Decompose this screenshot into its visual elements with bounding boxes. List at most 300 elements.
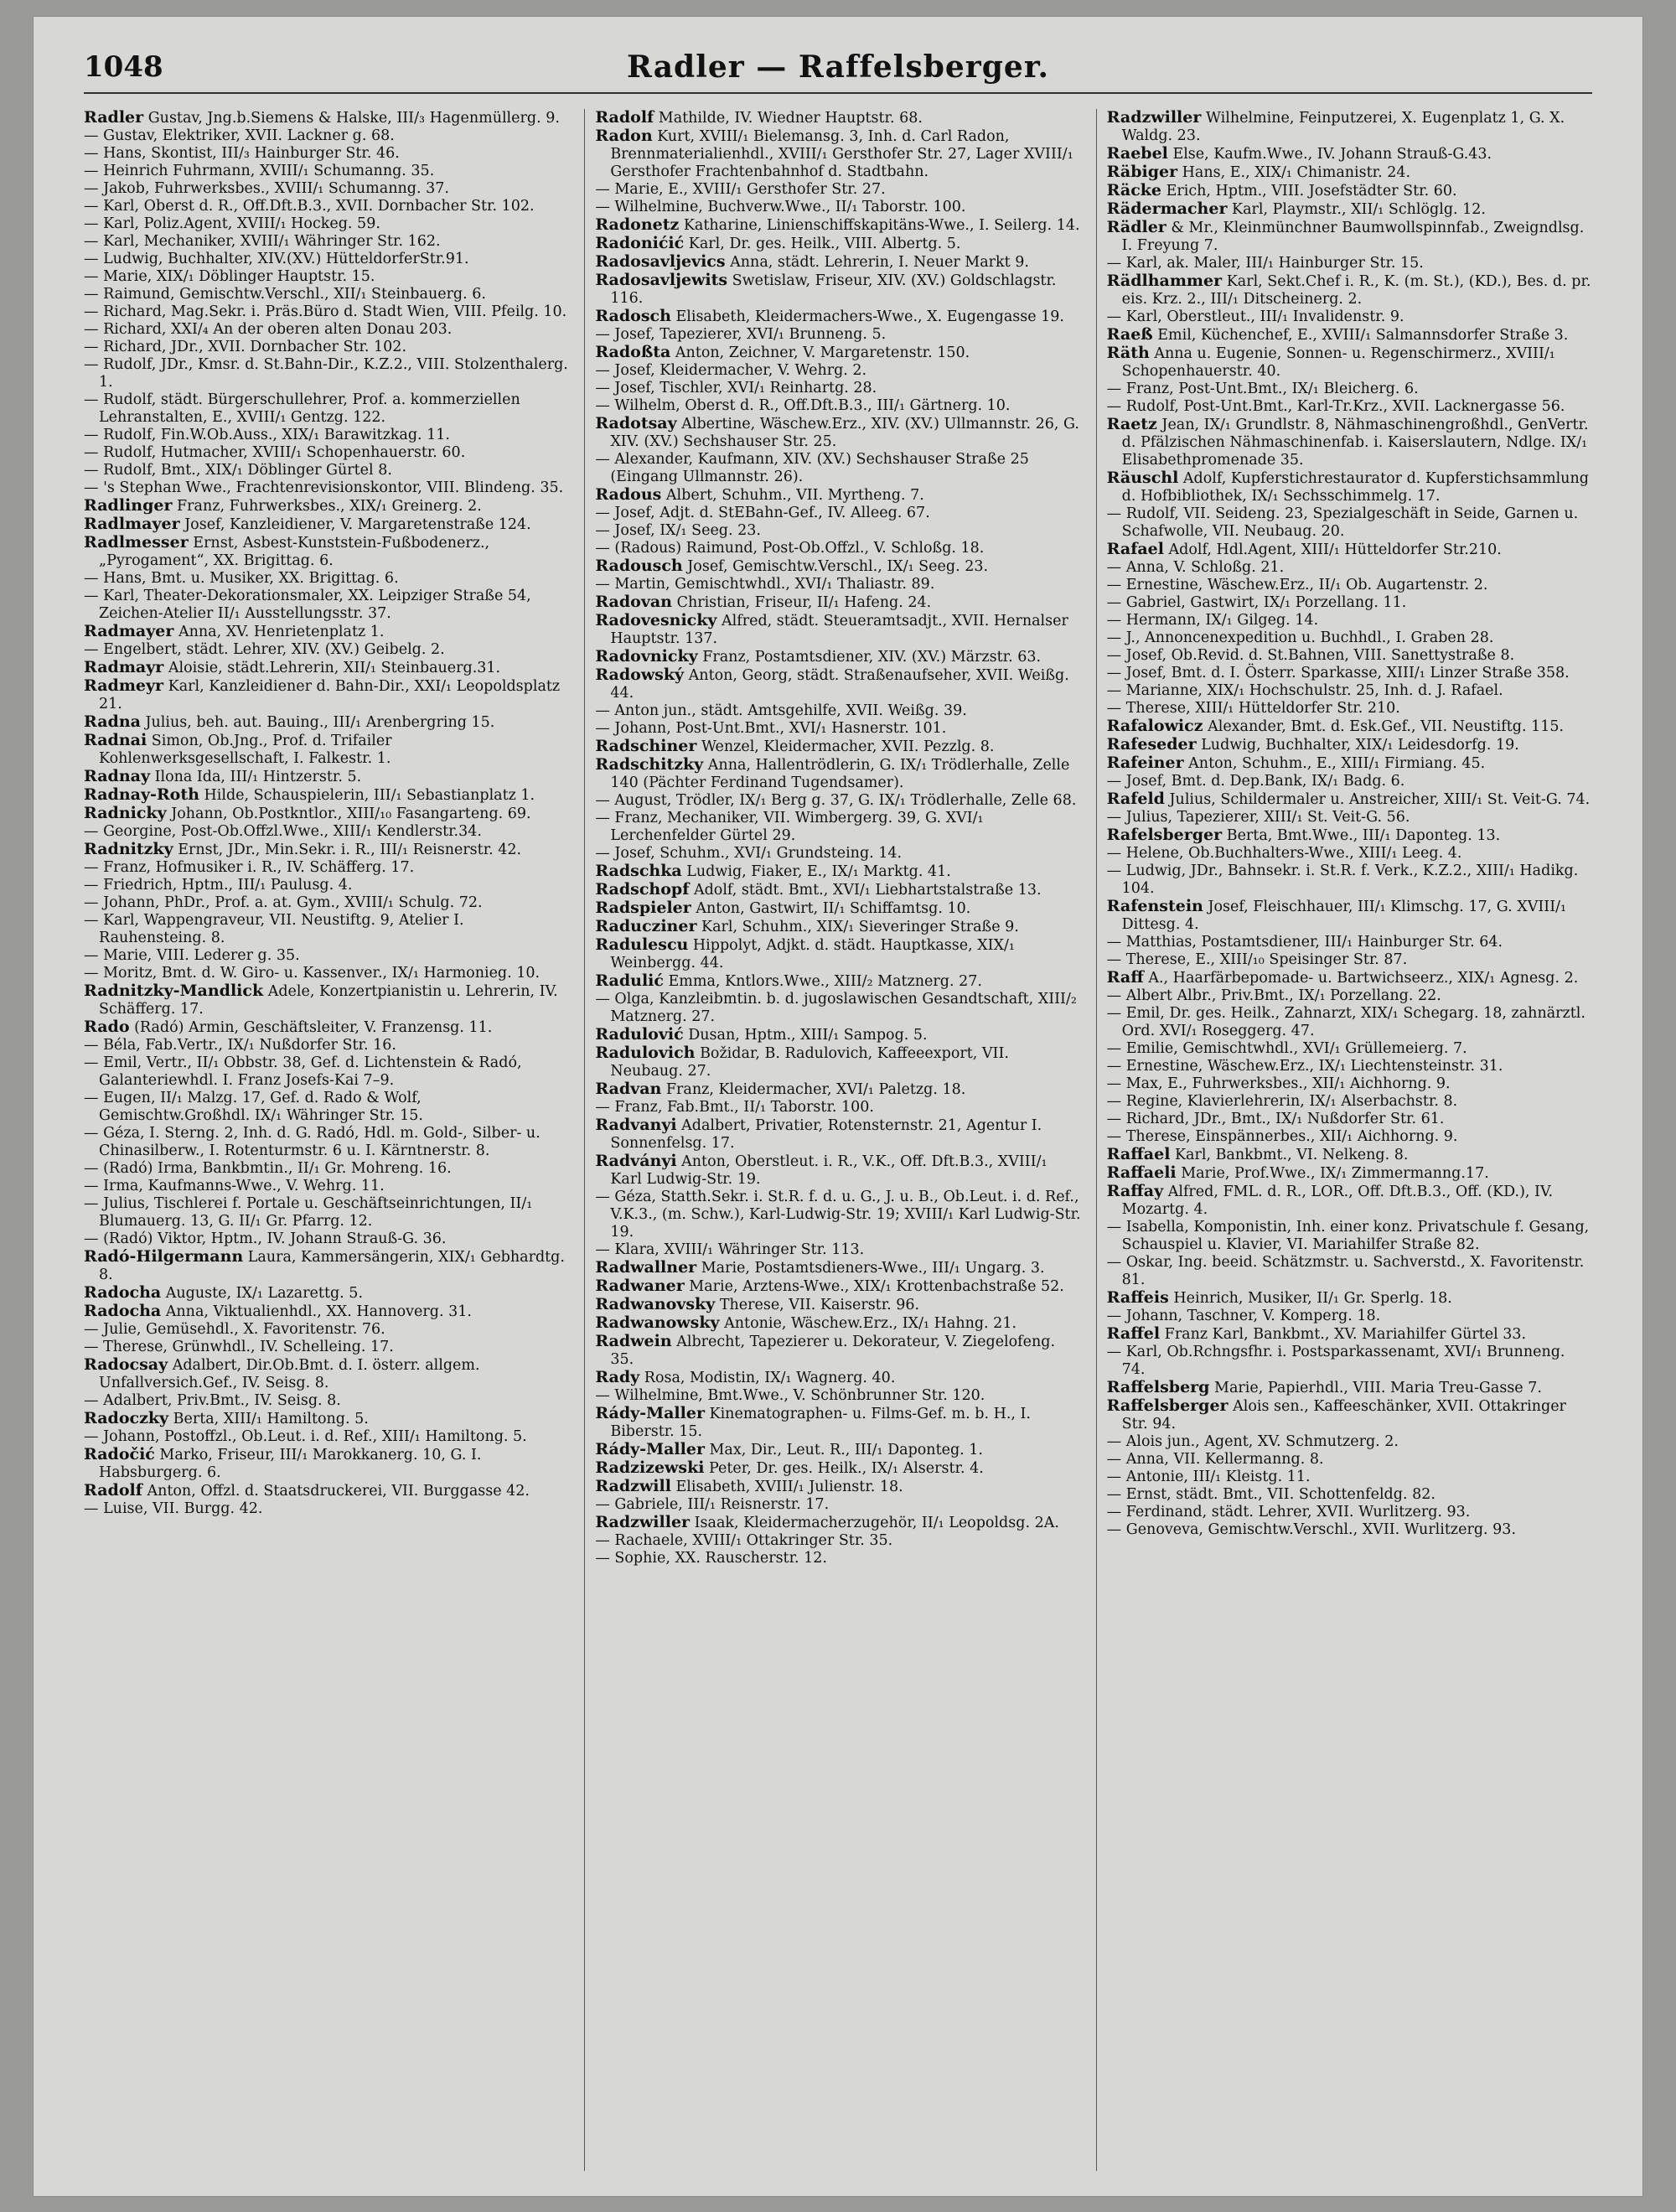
entry-text: — Wilhelmine, Buchverw.Wwe., II/₁ Taborstr. 100. bbox=[595, 199, 966, 215]
entry-text: Therese, VII. Kaiserstr. 96. bbox=[715, 1297, 920, 1313]
entry-text: Antonie, Wäschew.Erz., IX/₁ Hahng. 21. bbox=[719, 1315, 1017, 1332]
entry-text: — Raimund, Gemischtw.Verschl., XII/₁ Steinbauerg. 6. bbox=[84, 286, 486, 303]
entry-text: — Ernestine, Wäschew.Erz., II/₁ Ob. Augartenstr. 2. bbox=[1106, 577, 1488, 593]
entry-surname: Raffaeli bbox=[1106, 1163, 1177, 1182]
entry-surname: Räuschl bbox=[1106, 469, 1179, 487]
directory-entry bbox=[84, 805, 569, 823]
entry-surname: Radwanowsky bbox=[595, 1313, 720, 1332]
entry-surname: Radzwiller bbox=[595, 1513, 691, 1531]
entry-text: Else, Kaufm.Wwe., IV. Johann Strauß-G.43. bbox=[1167, 146, 1492, 163]
directory-entry bbox=[595, 181, 1080, 199]
directory-entry bbox=[1107, 754, 1592, 773]
directory-entry bbox=[1107, 682, 1592, 700]
directory-entry bbox=[1107, 1451, 1592, 1469]
entry-text: — Georgine, Post-Ob.Offzl.Wwe., XIII/₁ Kendlerstr.34. bbox=[84, 823, 482, 840]
entry-text: — Luise, VII. Burgg. 42. bbox=[84, 1500, 263, 1517]
directory-entry bbox=[1107, 505, 1592, 541]
entry-text: — Richard, XXI/₄ An der oberen alten Donau 203. bbox=[84, 321, 453, 338]
entry-text: Adolf, städt. Bmt., XVI/₁ Liebhartstalstraße 13. bbox=[689, 882, 1042, 899]
entry-text: Anna, Viktualienhdl., XX. Hannoverg. 31. bbox=[161, 1303, 472, 1320]
entry-text: — Genoveva, Gemischtw.Verschl., XVII. Wurlitzerg. 93. bbox=[1106, 1521, 1517, 1538]
entry-text: Wilhelmine, Feinputzerei, X. Eugenplatz 1, G. X. Waldg. 23. bbox=[1121, 110, 1565, 144]
directory-entry bbox=[1107, 700, 1592, 717]
entry-text: — Franz, Fab.Bmt., II/₁ Taborstr. 100. bbox=[595, 1099, 874, 1116]
entry-text: — Josef, Adjt. d. StEBahn-Gef., IV. Alleeg. 67. bbox=[595, 505, 930, 521]
entry-text: — Oskar, Ing. beeid. Schätzmstr. u. Sachverstd., X. Favoritenstr. 81. bbox=[1106, 1254, 1585, 1288]
entry-text: Hippolyt, Adjkt. d. städt. Hauptkasse, XIX/₁ Weinbergg. 44. bbox=[610, 937, 1015, 971]
entry-surname: Räbiger bbox=[1106, 163, 1178, 181]
entry-text: Karl, Schuhm., XIX/₁ Sieveringer Straße 9. bbox=[696, 919, 1019, 935]
directory-entry bbox=[1107, 145, 1592, 163]
entry-text: — Emil, Vertr., II/₁ Obbstr. 38, Gef. d. Lichtenstein & Radó, Galanteriewhdl. I. Franz Josefs-Kai 7–9. bbox=[84, 1054, 522, 1089]
directory-entry bbox=[84, 877, 569, 894]
entry-surname: Rafelsberger bbox=[1106, 826, 1223, 844]
directory-entry bbox=[595, 1387, 1080, 1405]
entry-text: — Karl, Ob.Rchngsfhr. i. Postsparkassenamt, XVI/₁ Brunneng. 74. bbox=[1106, 1344, 1565, 1378]
entry-text: — Hans, Bmt. u. Musiker, XX. Brigittag. 6. bbox=[84, 570, 399, 587]
directory-entry bbox=[1107, 1146, 1592, 1164]
directory-entry bbox=[84, 339, 569, 356]
entry-text: — Wilhelmine, Bmt.Wwe., V. Schönbrunner Str. 120. bbox=[595, 1387, 985, 1404]
entry-text: — Johann, Post-Unt.Bmt., XVI/₁ Hasnerstr. 101. bbox=[595, 720, 947, 737]
entry-text: — Karl, Poliz.Agent, XVIII/₁ Hockeg. 59. bbox=[84, 215, 380, 232]
entry-text: Marie, Papierhdl., VIII. Maria Treu-Gasse 7. bbox=[1209, 1380, 1542, 1396]
directory-entry bbox=[595, 1441, 1080, 1459]
directory-entry bbox=[1107, 1005, 1592, 1040]
entry-surname: Radulescu bbox=[595, 935, 689, 954]
directory-entry bbox=[595, 1259, 1080, 1277]
entry-text: Alfred, FML. d. R., LOR., Off. Dft.B.3., Off. (KD.), IV. Mozartg. 4. bbox=[1121, 1184, 1554, 1218]
directory-entry bbox=[1107, 1040, 1592, 1058]
directory-entry bbox=[84, 109, 569, 127]
entry-text: — Therese, Einspännerbes., XII/₁ Aichhorng. 9. bbox=[1106, 1128, 1458, 1145]
directory-entry bbox=[1107, 1433, 1592, 1451]
entry-text: Ernst, Asbest-Kunststein-Fußbodenerz., „Pyrogament“, XX. Brigittag. 6. bbox=[99, 535, 490, 569]
entry-text: — Géza, Statth.Sekr. i. St.R. f. d. u. G., J. u. B., Ob.Leut. i. d. Ref., V.K.3., (m. Schw.), Karl-Ludwig-Str. 19; XVIII/₁ Karl Ludwig-Str. 19. bbox=[595, 1189, 1081, 1241]
entry-text: Adele, Konzertpianistin u. Lehrerin, IV. Schäfferg. 17. bbox=[99, 983, 558, 1018]
entry-text: — Julius, Tischlerei f. Portale u. Geschäftseinrichtungen, II/₁ Blumauerg. 13, G. II/₁ Gr. Pfarrg. 12. bbox=[84, 1195, 533, 1230]
directory-entry bbox=[84, 1037, 569, 1054]
directory-entry bbox=[595, 593, 1080, 612]
entry-text: — Josef, Schuhm., XVI/₁ Grundsteing. 14. bbox=[595, 845, 903, 862]
entry-text: — (Radó) Irma, Bankbmtin., II/₁ Gr. Mohreng. 16. bbox=[84, 1160, 452, 1177]
directory-entry bbox=[84, 145, 569, 163]
entry-text: — Hermann, IX/₁ Gilgeg. 14. bbox=[1106, 612, 1319, 629]
directory-entry bbox=[84, 1178, 569, 1195]
entry-text: Karl, Playmstr., XII/₁ Schlöglg. 12. bbox=[1227, 201, 1486, 218]
entry-text: — Rudolf, städt. Bürgerschullehrer, Prof. a. kommerziellen Lehranstalten, E., XVIII/₁ Gentzg. 122. bbox=[84, 391, 520, 426]
entry-text: — Wilhelm, Oberst d. R., Off.Dft.B.3., III/₁ Gärtnerg. 10. bbox=[595, 397, 1011, 414]
entry-surname: Rafeseder bbox=[1106, 735, 1197, 754]
directory-entry bbox=[1107, 344, 1592, 381]
entry-text: — Therese, Grünwhdl., IV. Schelleing. 17. bbox=[84, 1339, 394, 1355]
directory-entry bbox=[84, 163, 569, 180]
directory-entry bbox=[1107, 1344, 1592, 1379]
entry-surname: Radosavljewits bbox=[595, 271, 728, 289]
directory-entry bbox=[595, 415, 1080, 451]
entry-text: — Jakob, Fuhrwerksbes., XVIII/₁ Schumanng. 37. bbox=[84, 180, 449, 197]
entry-text: — August, Trödler, IX/₁ Berg g. 37, G. IX/₁ Trödlerhalle, Zelle 68. bbox=[595, 792, 1077, 809]
entry-surname: Radoczky bbox=[84, 1409, 169, 1427]
directory-entry bbox=[1107, 1111, 1592, 1128]
directory-entry bbox=[1107, 1379, 1592, 1397]
entry-text: Josef, Gemischtw.Verschl., IX/₁ Seeg. 23. bbox=[682, 558, 989, 575]
directory-entry bbox=[595, 863, 1080, 881]
entry-surname: Radolf bbox=[84, 1481, 142, 1500]
entry-text: Johann, Ob.Postkntlor., XIII/₁₀ Fasangarteng. 69. bbox=[166, 806, 531, 822]
entry-text: — Marie, VIII. Lederer g. 35. bbox=[84, 947, 300, 964]
entry-text: Dusan, Hptm., XIII/₁ Sampog. 5. bbox=[683, 1027, 928, 1044]
page-header bbox=[84, 42, 1592, 94]
entry-text: Karl, Kanzleidiener d. Bahn-Dir., XXI/₁ Leopoldsplatz 21. bbox=[99, 678, 561, 712]
entry-surname: Raffelsberg bbox=[1106, 1378, 1210, 1396]
directory-entry bbox=[1107, 272, 1592, 308]
directory-entry bbox=[595, 1296, 1080, 1314]
entry-surname: Radosavljevics bbox=[595, 252, 726, 271]
directory-entry bbox=[1107, 1504, 1592, 1521]
entry-text: Anna, XV. Henrietenplatz 1. bbox=[173, 624, 385, 640]
directory-entry bbox=[84, 713, 569, 732]
directory-entry bbox=[595, 344, 1080, 362]
directory-entry bbox=[1107, 163, 1592, 182]
entry-text: Albrecht, Tapezierer u. Dekorateur, V. Ziegelofeng. 35. bbox=[610, 1334, 1056, 1368]
directory-entry bbox=[1107, 1093, 1592, 1111]
entry-text: — Rachaele, XVIII/₁ Ottakringer Str. 35. bbox=[595, 1532, 893, 1549]
entry-text: — Karl, Theater-Dekorationsmaler, XX. Leipziger Straße 54, Zeichen-Atelier II/₁ Ausstellungsstr. 37. bbox=[84, 588, 531, 622]
directory-entry bbox=[595, 810, 1080, 845]
directory-entry bbox=[84, 1090, 569, 1125]
entry-text: — Engelbert, städt. Lehrer, XIV. (XV.) Geibelg. 2. bbox=[84, 641, 445, 658]
directory-entry bbox=[84, 391, 569, 427]
entry-surname: Rädermacher bbox=[1106, 199, 1228, 218]
entry-text: — 's Stephan Wwe., Frachtenrevisionskontor, VIII. Blindeng. 35. bbox=[84, 479, 564, 496]
entry-text: Adalbert, Privatier, Rotensternstr. 21, Agentur I. Sonnenfelsg. 17. bbox=[610, 1117, 1042, 1152]
entry-text: — Therese, XIII/₁ Hütteldorfer Str. 210. bbox=[1106, 700, 1400, 717]
directory-entry bbox=[595, 1314, 1080, 1333]
entry-surname: Radványi bbox=[595, 1152, 677, 1170]
entry-surname: Rafeiner bbox=[1106, 754, 1184, 772]
entry-text: — Karl, Mechaniker, XVIII/₁ Währinger Str. 162. bbox=[84, 233, 441, 250]
directory-entry bbox=[1107, 951, 1592, 969]
entry-surname: Radolf bbox=[595, 109, 654, 127]
directory-entry bbox=[84, 1018, 569, 1037]
entry-text: Josef, Kanzleidiener, V. Margaretenstraße 124. bbox=[179, 516, 531, 533]
entry-text: Berta, XIII/₁ Hamiltong. 5. bbox=[168, 1411, 369, 1427]
directory-entry bbox=[595, 1532, 1080, 1550]
entry-text: Rosa, Modistin, IX/₁ Wagnerg. 40. bbox=[639, 1370, 896, 1386]
directory-entry bbox=[84, 1248, 569, 1284]
entry-text: — Irma, Kaufmanns-Wwe., V. Wehrg. 11. bbox=[84, 1178, 385, 1194]
directory-entry bbox=[1107, 109, 1592, 145]
directory-entry bbox=[84, 321, 569, 339]
directory-entry bbox=[1107, 717, 1592, 736]
entry-text: Ludwig, Buchhalter, XIX/₁ Leidesdorfg. 19. bbox=[1196, 737, 1519, 754]
entry-text: — Alexander, Kaufmann, XIV. (XV.) Sechshauser Straße 25 (Eingang Ullmannstr. 26). bbox=[595, 451, 1029, 485]
entry-surname: Radwaner bbox=[595, 1277, 685, 1295]
entry-text: — Franz, Mechaniker, VII. Wimbergerg. 39, G. XVI/₁ Lerchenfelder Gürtel 29. bbox=[595, 810, 984, 844]
entry-text: — Heinrich Fuhrmann, XVIII/₁ Schumanng. 35. bbox=[84, 163, 435, 179]
entry-text: — (Radous) Raimund, Post-Ob.Offzl., V. Schloßg. 18. bbox=[595, 540, 985, 557]
directory-entry bbox=[595, 991, 1080, 1026]
directory-entry bbox=[84, 841, 569, 859]
entry-text: — Johann, PhDr., Prof. a. at. Gym., XVIII/₁ Schulg. 72. bbox=[84, 894, 483, 911]
directory-entry bbox=[1107, 863, 1592, 898]
directory-entry bbox=[84, 641, 569, 659]
entry-surname: Radovnicky bbox=[595, 647, 698, 666]
directory-entry bbox=[1107, 1183, 1592, 1219]
directory-entry bbox=[1107, 987, 1592, 1005]
entry-surname: Raffel bbox=[1106, 1324, 1161, 1343]
directory-entry bbox=[595, 451, 1080, 486]
entry-text: — Josef, Tapezierer, XVI/₁ Brunneng. 5. bbox=[595, 326, 887, 343]
directory-entry bbox=[84, 251, 569, 268]
entry-text: Hilde, Schauspielerin, III/₁ Sebastianplatz 1. bbox=[199, 787, 535, 804]
directory-entry bbox=[84, 1356, 569, 1392]
entry-surname: Radnitzky bbox=[84, 840, 173, 858]
directory-entry bbox=[595, 253, 1080, 272]
directory-entry bbox=[1107, 308, 1592, 326]
entry-surname: Radnay bbox=[84, 767, 150, 785]
entry-text: Karl, Sekt.Chef i. R., K. (m. St.), (KD.), Bes. d. pr. eis. Krz. 2., III/₁ Ditscheinerg. 2. bbox=[1121, 273, 1591, 308]
entry-text: Alexander, Bmt. d. Esk.Gef., VII. Neustiftg. 115. bbox=[1203, 718, 1565, 735]
directory-entry bbox=[595, 505, 1080, 522]
directory-entry bbox=[595, 738, 1080, 756]
entry-surname: Radlmayer bbox=[84, 515, 180, 533]
directory-entry bbox=[84, 444, 569, 462]
directory-entry bbox=[84, 534, 569, 570]
entry-text: Franz, Fuhrwerksbes., XIX/₁ Greinerg. 2. bbox=[172, 498, 482, 515]
directory-entry bbox=[595, 1459, 1080, 1478]
directory-entry bbox=[1107, 736, 1592, 754]
directory-entry bbox=[595, 1478, 1080, 1496]
entry-text: — Emil, Dr. ges. Heilk., Zahnarzt, XIX/₁ Schegarg. 18, zahnärztl. Ord. XVI/₁ Roseggerg. 47. bbox=[1106, 1005, 1585, 1039]
directory-entry bbox=[84, 1054, 569, 1090]
entry-surname: Radwein bbox=[595, 1332, 672, 1350]
directory-entry bbox=[595, 648, 1080, 666]
directory-entry bbox=[84, 515, 569, 534]
directory-entry bbox=[1107, 1289, 1592, 1308]
directory-entry bbox=[595, 109, 1080, 127]
entry-surname: Radvanyi bbox=[595, 1116, 677, 1134]
entry-surname: Radnicky bbox=[84, 804, 167, 822]
entry-text: — Josef, Bmt. d. Dep.Bank, IX/₁ Badg. 6. bbox=[1106, 773, 1405, 790]
entry-surname: Raffay bbox=[1106, 1182, 1164, 1200]
entry-text: — Johann, Taschner, V. Komperg. 18. bbox=[1106, 1308, 1381, 1324]
directory-entry bbox=[84, 180, 569, 198]
directory-entry bbox=[1107, 182, 1592, 200]
entry-text: Hans, E., XIX/₁ Chimanistr. 24. bbox=[1177, 164, 1411, 181]
entry-surname: Radspieler bbox=[595, 899, 691, 917]
directory-entry bbox=[84, 912, 569, 947]
entry-surname: Radschitzky bbox=[595, 755, 704, 774]
directory-entry bbox=[1107, 969, 1592, 987]
entry-text: — Max, E., Fuhrwerksbes., XII/₁ Aichhorng. 9. bbox=[1106, 1075, 1451, 1092]
directory-entry bbox=[84, 497, 569, 515]
entry-text: — Richard, Mag.Sekr. i. Präs.Büro d. Stadt Wien, VIII. Pfeilg. 10. bbox=[84, 303, 567, 320]
directory-entry bbox=[595, 1369, 1080, 1387]
entry-surname: Radowský bbox=[595, 666, 685, 684]
entry-surname: Rädler bbox=[1106, 218, 1166, 236]
directory-entry bbox=[1107, 541, 1592, 559]
entry-surname: Radulovich bbox=[595, 1044, 696, 1062]
directory-entry bbox=[84, 1482, 569, 1500]
entry-surname: Rafenstein bbox=[1106, 897, 1203, 915]
entry-text: Anton, Gastwirt, II/₁ Schiffamtsg. 10. bbox=[691, 900, 971, 917]
entry-text: Josef, Fleischhauer, III/₁ Klimschg. 17, G. XVIII/₁ Dittesg. 4. bbox=[1121, 899, 1567, 933]
directory-entry bbox=[1107, 898, 1592, 934]
directory-entry bbox=[84, 1195, 569, 1230]
entry-text: Franz, Kleidermacher, XVI/₁ Paletzg. 18. bbox=[661, 1081, 966, 1098]
entry-text: Emil, Küchenchef, E., XVIII/₁ Salmannsdorfer Straße 3. bbox=[1152, 327, 1569, 344]
entry-text: — Klara, XVIII/₁ Währinger Str. 113. bbox=[595, 1241, 865, 1258]
entry-text: Kurt, XVIII/₁ Bielemansg. 3, Inh. d. Carl Radon, Brennmaterialienhdl., XVIII/₁ Gersthofer Str. 27, Lager XVIII/₁ Gersthofer Frachtenbahnhof d. Stadtbahn. bbox=[610, 128, 1073, 180]
entry-surname: Radocsay bbox=[84, 1355, 168, 1374]
entry-text: — Johann, Postoffzl., Ob.Leut. i. d. Ref., XIII/₁ Hamiltong. 5. bbox=[84, 1428, 527, 1445]
entry-text: — Alois jun., Agent, XV. Schmutzerg. 2. bbox=[1106, 1433, 1399, 1450]
entry-surname: Raffael bbox=[1106, 1145, 1171, 1163]
entry-text: — Gabriele, III/₁ Reisnerstr. 17. bbox=[595, 1496, 830, 1513]
entry-text: — Marianne, XIX/₁ Hochschulstr. 25, Inh. d. J. Rafael. bbox=[1106, 682, 1503, 699]
entry-text: — Julie, Gemüsehdl., X. Favoritenstr. 76. bbox=[84, 1321, 385, 1338]
entry-surname: Radovan bbox=[595, 593, 672, 611]
directory-entry bbox=[84, 659, 569, 677]
entry-text: Julius, beh. aut. Bauing., III/₁ Arenbergring 15. bbox=[140, 714, 495, 731]
entry-surname: Radvan bbox=[595, 1080, 662, 1098]
directory-entry bbox=[595, 576, 1080, 593]
entry-text: Julius, Schildermaler u. Anstreicher, XIII/₁ St. Veit-G. 74. bbox=[1164, 791, 1591, 808]
directory-entry bbox=[595, 1550, 1080, 1567]
directory-entry bbox=[1107, 1128, 1592, 1146]
entry-text: — Rudolf, Post-Unt.Bmt., Karl-Tr.Krz., XVII. Lacknergasse 56. bbox=[1106, 398, 1565, 415]
entry-surname: Raff bbox=[1106, 968, 1144, 987]
entry-text: — Ferdinand, städt. Lehrer, XVII. Wurlitzerg. 93. bbox=[1106, 1504, 1471, 1520]
directory-entry bbox=[84, 1446, 569, 1482]
entry-surname: Rafael bbox=[1106, 540, 1164, 558]
entry-text: (Radó) Armin, Geschäftsleiter, V. Franzensg. 11. bbox=[129, 1019, 493, 1036]
entry-text: — Ludwig, Buchhalter, XIV.(XV.) HütteldorferStr.91. bbox=[84, 251, 469, 267]
entry-text: Erich, Hptm., VIII. Josefstädter Str. 60. bbox=[1161, 183, 1457, 199]
entry-surname: Radovesnicky bbox=[595, 611, 717, 629]
directory-entry bbox=[595, 199, 1080, 216]
column-1 bbox=[84, 109, 569, 2171]
directory-entry bbox=[84, 268, 569, 286]
directory-entry bbox=[1107, 1219, 1592, 1254]
directory-entry bbox=[595, 881, 1080, 899]
entry-surname: Radmeyr bbox=[84, 676, 164, 695]
entry-text: — Ernst, städt. Bmt., VII. Schottenfeldg. 82. bbox=[1106, 1486, 1435, 1503]
entry-text: Albert, Schuhm., VII. Myrtheng. 7. bbox=[661, 487, 924, 504]
directory-entry bbox=[595, 1277, 1080, 1296]
directory-entry bbox=[84, 1392, 569, 1410]
entry-surname: Radocha bbox=[84, 1302, 162, 1320]
directory-entry bbox=[595, 380, 1080, 397]
directory-entry bbox=[1107, 469, 1592, 505]
directory-entry bbox=[1107, 773, 1592, 790]
entry-text: Simon, Ob.Jng., Prof. d. Trifailer Kohlenwerksgesellschaft, I. Falkestr. 1. bbox=[99, 733, 392, 767]
directory-entry bbox=[84, 198, 569, 215]
entry-surname: Rädlhammer bbox=[1106, 272, 1223, 290]
directory-entry bbox=[1107, 1254, 1592, 1289]
entry-text: — Julius, Tapezierer, XIII/₁ St. Veit-G. 56. bbox=[1106, 809, 1410, 826]
entry-text: — Marie, E., XVIII/₁ Gersthofer Str. 27. bbox=[595, 181, 886, 198]
directory-entry bbox=[595, 792, 1080, 810]
directory-entry bbox=[595, 308, 1080, 326]
directory-entry bbox=[595, 1153, 1080, 1189]
entry-text: — Matthias, Postamtsdiener, III/₁ Hainburger Str. 64. bbox=[1106, 934, 1503, 951]
entry-text: Ludwig, Fiaker, E., IX/₁ Marktg. 41. bbox=[681, 863, 951, 880]
entry-text: Anton, Zeichner, V. Margaretenstr. 150. bbox=[670, 344, 970, 361]
directory-entry bbox=[595, 362, 1080, 380]
entry-surname: Radschiner bbox=[595, 737, 697, 755]
page-number: 1048 bbox=[84, 50, 163, 84]
entry-surname: Radmayr bbox=[84, 658, 164, 676]
entry-text: Christian, Friseur, II/₁ Hafeng. 24. bbox=[672, 594, 932, 611]
directory-entry bbox=[1107, 594, 1592, 612]
directory-entry bbox=[84, 1160, 569, 1178]
entry-text: — Ludwig, JDr., Bahnsekr. i. St.R. f. Verk., K.Z.2., XIII/₁ Hadikg. 104. bbox=[1106, 863, 1579, 897]
entry-text: — Sophie, XX. Rauscherstr. 12. bbox=[595, 1550, 827, 1567]
entry-surname: Radonetz bbox=[595, 215, 680, 234]
entry-text: — Martin, Gemischtwhdl., XVI/₁ Thaliastr. 89. bbox=[595, 576, 935, 593]
entry-text: — Therese, E., XIII/₁₀ Speisinger Str. 87. bbox=[1106, 951, 1408, 968]
entry-text: — (Radó) Viktor, Hptm., IV. Johann Strauß-G. 36. bbox=[84, 1230, 447, 1247]
directory-entry bbox=[595, 540, 1080, 557]
entry-text: Adalbert, Dir.Ob.Bmt. d. I. österr. allgem. Unfallversich.Gef., IV. Seisg. 8. bbox=[99, 1357, 480, 1391]
entry-text: Božidar, B. Radulovich, Kaffeeexport, VII. Neubaug. 27. bbox=[610, 1045, 1009, 1080]
directory-entry bbox=[84, 786, 569, 805]
entry-text: Auguste, IX/₁ Lazarettg. 5. bbox=[161, 1285, 364, 1302]
entry-text: — Moritz, Bmt. d. W. Giro- u. Kassenver., IX/₁ Harmonieg. 10. bbox=[84, 965, 541, 982]
directory-entry bbox=[84, 823, 569, 841]
directory-entry bbox=[84, 1125, 569, 1160]
entry-text: — J., Annoncenexpedition u. Buchhdl., I. Graben 28. bbox=[1106, 629, 1494, 646]
directory-entry bbox=[84, 588, 569, 623]
entry-text: & Mr., Kleinmünchner Baumwollspinnfab., Zweigndlsg. I. Freyung 7. bbox=[1121, 220, 1585, 254]
entry-surname: Radlinger bbox=[84, 496, 173, 515]
entry-text: Peter, Dr. ges. Heilk., IX/₁ Alserstr. 4. bbox=[704, 1460, 984, 1477]
directory-entry bbox=[595, 557, 1080, 576]
directory-entry bbox=[595, 1333, 1080, 1369]
entry-surname: Radulović bbox=[595, 1025, 684, 1044]
entry-text: Max, Dir., Leut. R., III/₁ Daponteg. 1. bbox=[704, 1442, 983, 1458]
entry-surname: Radnay-Roth bbox=[84, 785, 199, 804]
directory-entry bbox=[595, 1189, 1080, 1241]
directory-entry bbox=[1107, 381, 1592, 398]
entry-surname: Rady bbox=[595, 1368, 640, 1386]
entry-text: — Rudolf, Bmt., XIX/₁ Döblinger Gürtel 8. bbox=[84, 462, 392, 479]
directory-entry bbox=[595, 486, 1080, 505]
entry-text: — Josef, Tischler, XVI/₁ Reinhartg. 28. bbox=[595, 380, 877, 396]
entry-text: — Anna, V. Schloßg. 21. bbox=[1106, 559, 1285, 576]
entry-text: — Anna, VII. Kellermanng. 8. bbox=[1106, 1451, 1324, 1468]
entry-text: Elisabeth, XVIII/₁ Julienstr. 18. bbox=[670, 1479, 903, 1495]
entry-surname: Radmayer bbox=[84, 622, 174, 640]
entry-text: Anna, Hallentrödlerin, G. IX/₁ Trödlerhalle, Zelle 140 (Pächter Ferdinand Tugendsamer). bbox=[610, 757, 1070, 791]
entry-surname: Radlmesser bbox=[84, 533, 189, 552]
entry-text: Adolf, Kupferstichrestaurator d. Kupferstichsammlung d. Hofbibliothek, IX/₁ Sechsschimmelg. 17. bbox=[1121, 470, 1589, 505]
entry-text: — Josef, Kleidermacher, V. Wehrg. 2. bbox=[595, 362, 867, 379]
directory-entry bbox=[1107, 255, 1592, 272]
directory-entry bbox=[84, 286, 569, 303]
entry-surname: Radnitzky-Mandlick bbox=[84, 982, 264, 1000]
directory-entry bbox=[595, 272, 1080, 308]
directory-entry bbox=[595, 397, 1080, 415]
entry-text: — Géza, I. Sterng. 2, Inh. d. G. Radó, Hdl. m. Gold-, Silber- u. Chinasilberw., I. Rotenturmstr. 6 u. I. Kärntnerstr. 8. bbox=[84, 1125, 541, 1159]
entry-text: Alfred, städt. Steueramtsadjt., XVII. Hernalser Hauptstr. 137. bbox=[610, 613, 1068, 647]
entry-surname: Raffeis bbox=[1106, 1288, 1169, 1307]
directory-entry bbox=[595, 702, 1080, 720]
directory-entry bbox=[595, 235, 1080, 253]
